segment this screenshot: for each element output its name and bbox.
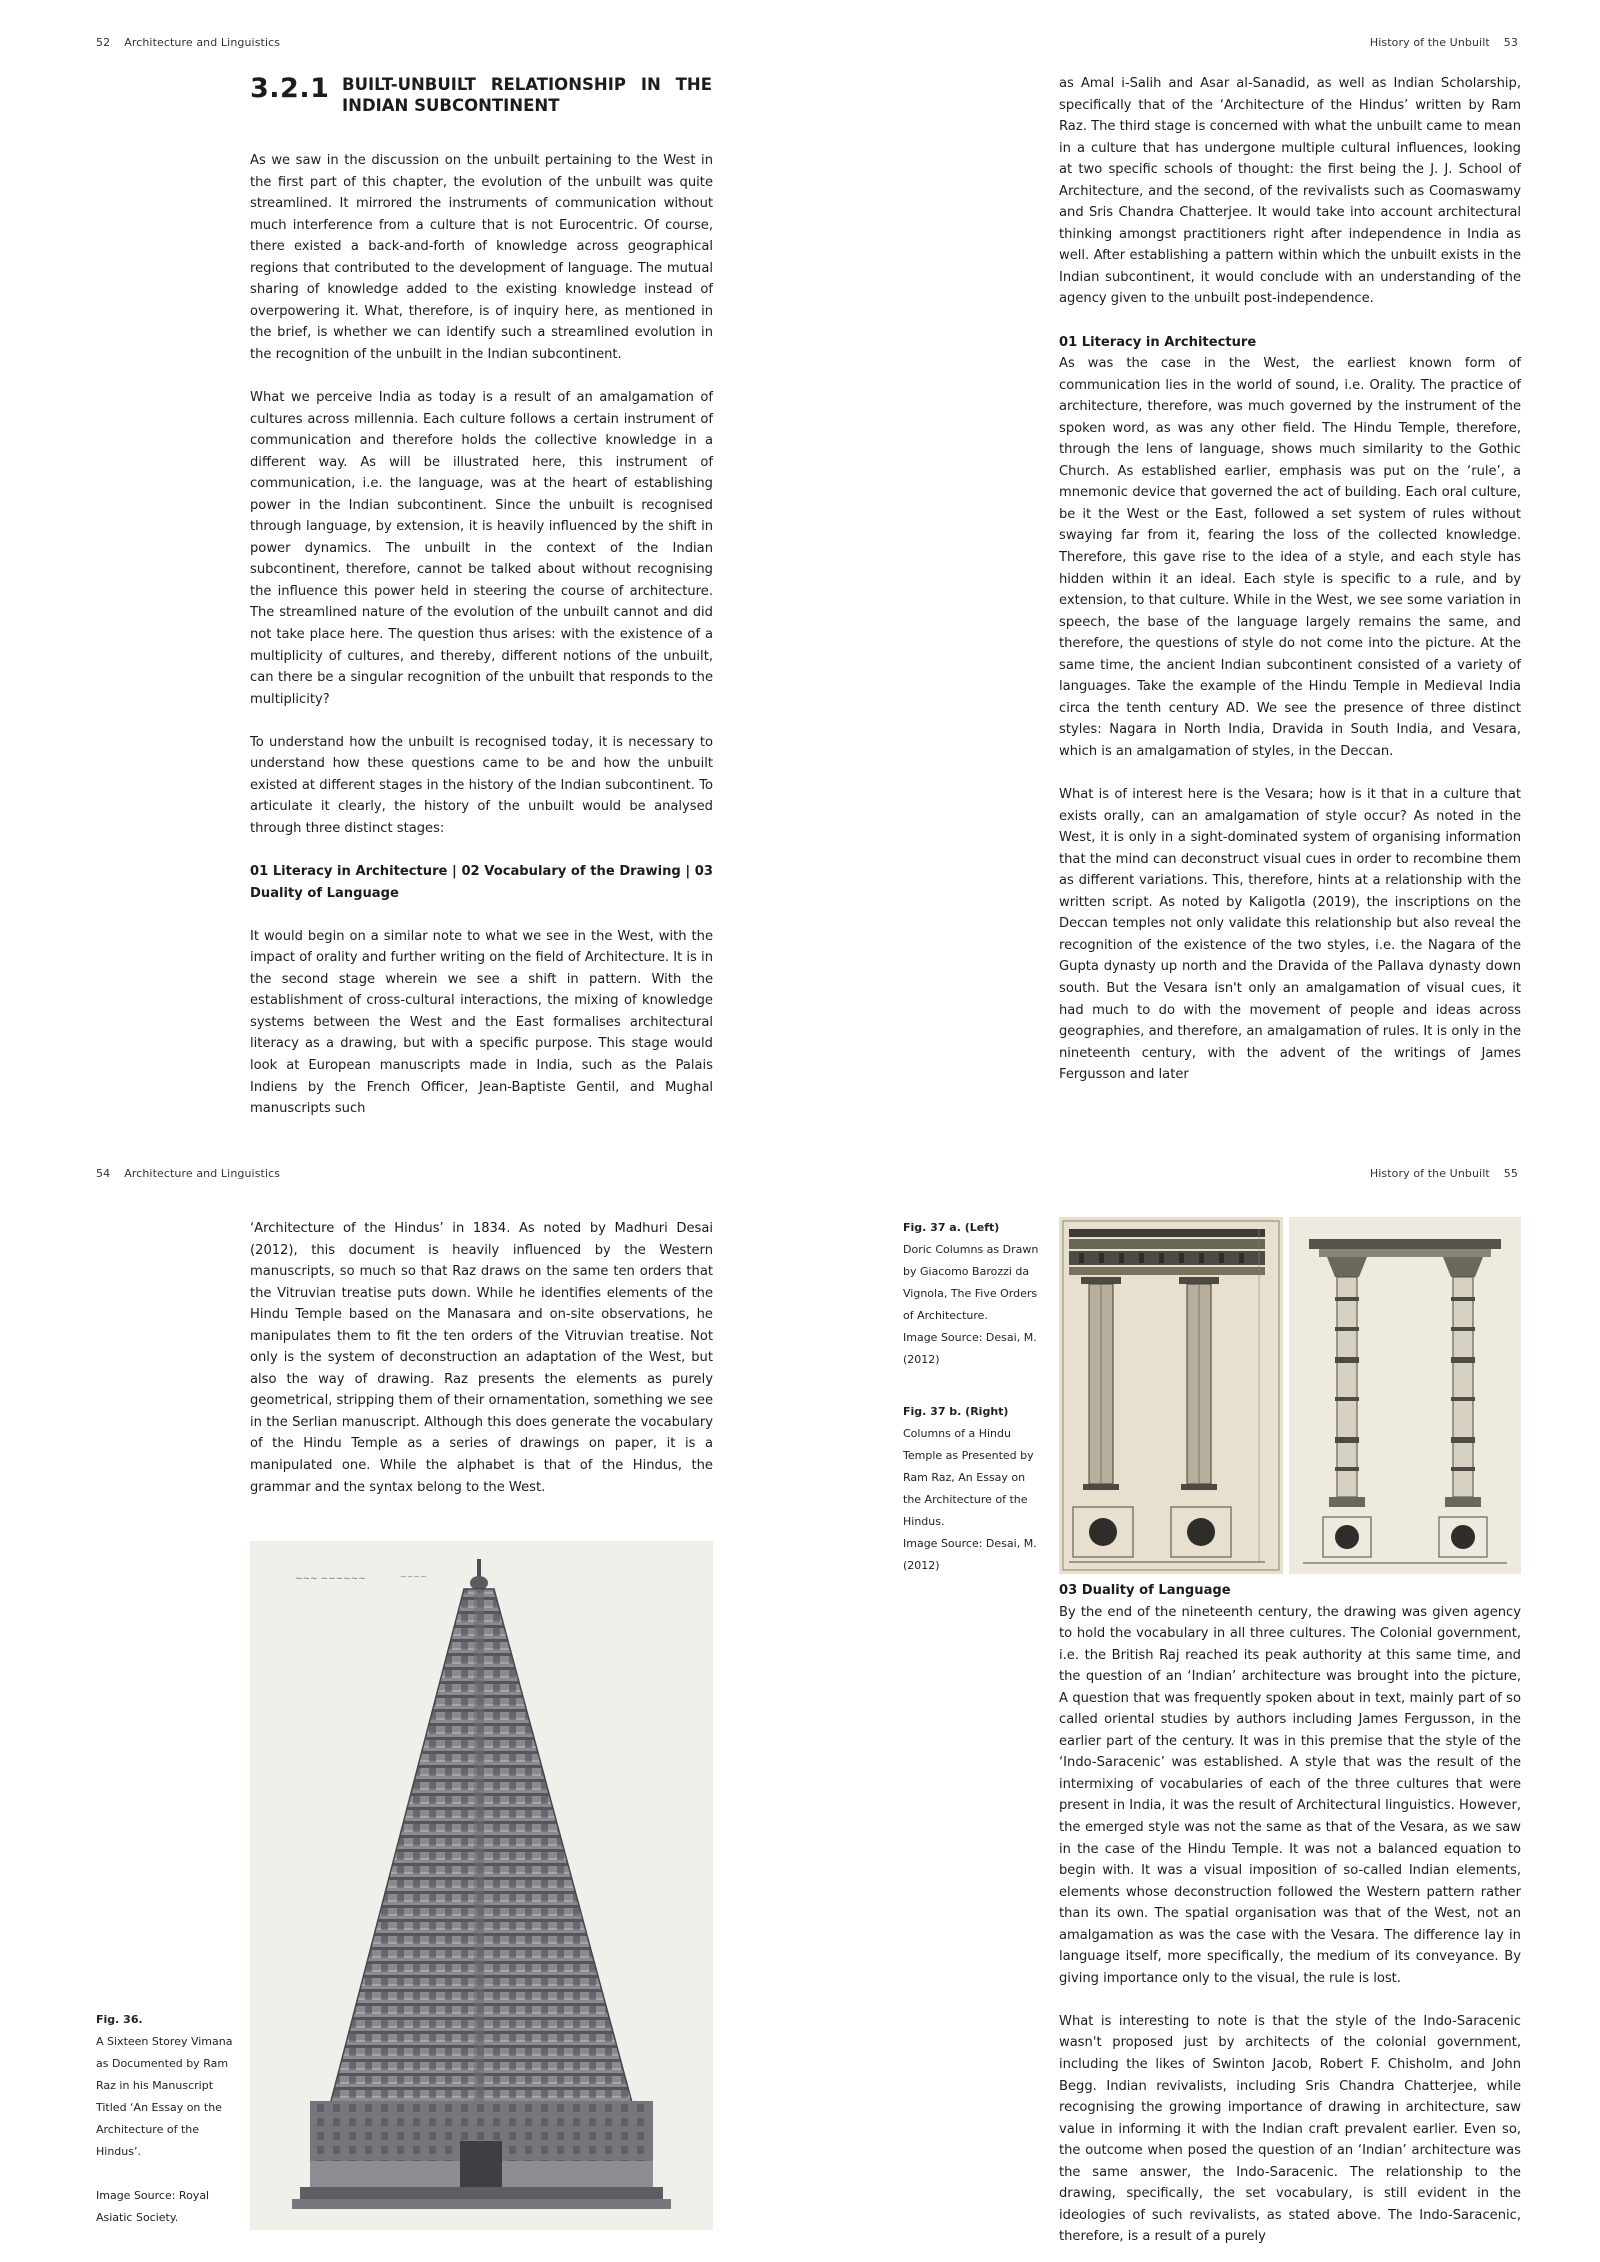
figure-37a-caption <box>903 1217 1043 1371</box>
body-paragraph: What is of interest here is the Vesara; how is it that in a culture that exists orally, can an amalgamation of style occur? As noted in the West, it is only in a sight-dominated system of organising information that the mind can deconstruct visual cues in order to recombine them as different variations. This, therefore, hints at a relationship with the written script. As noted by Kaligotla (2019), the inscriptions on the Deccan temples not only validate this relationship but also reveal the recognition of the existence of the two styles, i.e. the Nagara of the Gupta dynasty up north and the Dravida of the Pallava dynasty down south. But the Vesara isn't only an amalgamation of visual cues, it had much to do with the movement of people and ideas across geographies, and therefore, an amalgamation of rules. It is only in the nineteenth century, with the advent of the writings of James Fergusson and later <box>1059 787 1521 1083</box>
vimana-drawing <box>250 1541 713 2230</box>
hindu-columns-figure <box>1289 1217 1521 1574</box>
running-header-right <box>1370 36 1518 49</box>
running-header-right <box>1370 1167 1518 1180</box>
page-number: 52 <box>96 36 111 49</box>
body-paragraph: As we saw in the discussion on the unbuilt pertaining to the West in the first part of this chapter, the evolution of the unbuilt was quite streamlined. It mirrored the instruments of communication without much interference from a culture that is not Eurocentric. Of course, there existed a back-and-forth of knowledge across geographical regions that contributed to the development of language. The mutual sharing of knowledge added to the existing knowledge instead of overpowering it. What, therefore, is of inquiry here, as mentioned in the brief, is whether we can identify such a streamlined evolution in the recognition of the unbuilt in the Indian subcontinent. <box>250 153 713 362</box>
section-number: 3.2.1 <box>250 73 330 104</box>
doric-columns-figure <box>1059 1217 1283 1574</box>
figure-caption-text: A Sixteen Storey Vimana as Documented by Ram Raz in his Manuscript Titled ‘An Essay on the Architecture of the Hindus’. <box>96 2035 233 2158</box>
body-paragraph: What is interesting to note is that the style of the Indo-Saracenic wasn't proposed just by architects of the colonial government, including the likes of Swinton Jacob, Robert F. Chisholm, and John Begg. Indian revivalists, including Sris Chandra Chatterjee, while recognising the growing importance of drawing in architecture, saw value in informing it with the Indian craft prevalent earlier. Even so, the outcome when posed the question of an ‘Indian’ architecture was the same answer, the Indo-Saracenic. The relationship to the drawing, specifically, the set vocabulary, is still evident in the ideologies of such revivalists, as stated above. The Indo-Saracenic, therefore, is a result of a purely <box>1059 2013 1521 2245</box>
left-page-body <box>250 150 713 1120</box>
svg-text:~~~ ~~~~~~: ~~~ ~~~~~~ <box>295 1574 366 1584</box>
page-number: 55 <box>1503 1167 1518 1180</box>
running-header-left <box>96 36 280 49</box>
running-title: Architecture and Linguistics <box>124 1167 281 1180</box>
body-paragraph: It would begin on a similar note to what we see in the West, with the impact of orality and further writing on the field of Architecture. It is in the second stage wherein we see a shift in pattern. With the establishment of cross-cultural interactions, the mixing of knowledge systems between the West and the East formalises architectural literacy as a drawing, but with a specific purpose. This stage would look at European manuscripts made in India, such as the Palais Indiens by the French Officer, Jean-Baptiste Gentil, and Mughal manuscripts such <box>250 928 713 1117</box>
body-paragraph: As was the case in the West, the earliest known form of communication lies in the world of sound, i.e. Orality. The practice of architecture, therefore, was much governed by the instrument of the spoken word, as was any other field. The Hindu Temple, therefore, through the lens of language, shows much similarity to the Gothic Church. As established earlier, emphasis was put on the ‘rule’, a mnemonic device that governed the act of building. Each oral culture, be it the West or the East, followed a set system of rules without swaying far from it, fearing the loss of the collected knowledge. Therefore, this gave rise to the idea of a style, and each style has hidden within it an ideal. Each style is specific to a rule, and by extension, to that culture. While in the West, we see some variation in speech, the base of the language largely remains the same, and therefore, the questions of style do not come into the picture. At the same time, the ancient Indian subcontinent consisted of a variety of languages. Take the example of the Hindu Temple in Medieval India circa the tenth century AD. We see the presence of three distinct styles: Nagara in North India, Dravida in South India, and Vesara, which is an amalgamation of styles, in the Deccan. <box>1059 356 1521 759</box>
stages-heading: 01 Literacy in Architecture | 02 Vocabulary of the Drawing | 03 Duality of Language <box>250 864 713 901</box>
hindu-columns-drawing <box>1289 1217 1521 1574</box>
figure-caption-text: Columns of a Hindu Temple as Presented by Ram Raz, An Essay on the Architecture of the Hindus. <box>903 1427 1034 1528</box>
figure-source: Image Source: Desai, M. (2012) <box>903 1331 1037 1366</box>
subsection-heading: 03 Duality of Language <box>1059 1583 1231 1598</box>
body-paragraph: What we perceive India as today is a result of an amalgamation of cultures across millennia. Each culture follows a certain instrument of communication and therefore holds the collective knowledge in a different way. As will be illustrated here, this instrument of communication, i.e. the language, was at the heart of establishing power in the Indian subcontinent. Since the unbuilt is recognised through language, by extension, it is heavily influenced by the shift in power dynamics. The unbuilt in the context of the Indian subcontinent, therefore, cannot be talked about without recognising the influence this power held in steering the course of architecture. The streamlined nature of the evolution of the unbuilt cannot and did not take place here. The question thus arises: with the existence of a multiplicity of cultures, and thereby, different notions of the unbuilt, can there be a singular recognition of the unbuilt that responds to the multiplicity? <box>250 390 713 707</box>
figure-label: Fig. 37 b. (Right) <box>903 1405 1009 1418</box>
figure-label: Fig. 37 a. (Left) <box>903 1221 1000 1234</box>
vimana-drawing-figure <box>250 1541 713 2230</box>
figure-source: Image Source: Royal Asiatic Society. <box>96 2189 210 2224</box>
page-number: 53 <box>1503 36 1518 49</box>
figure-37b-caption <box>903 1401 1043 1577</box>
right-page-body <box>1059 1580 1521 2248</box>
svg-text:~~~~: ~~~~ <box>400 1572 427 1581</box>
doric-columns-drawing <box>1059 1217 1283 1574</box>
body-paragraph: To understand how the unbuilt is recognised today, it is necessary to understand how these questions came to be and how the unbuilt existed at different stages in the history of the Indian subcontinent. To articulate it clearly, the history of the unbuilt would be analysed through three distinct stages: <box>250 734 713 836</box>
subsection-heading: 01 Literacy in Architecture <box>1059 334 1257 350</box>
section-title: BUILT-UNBUILT RELATIONSHIP IN THE INDIAN SUBCONTINENT <box>342 75 712 115</box>
figure-source: Image Source: Desai, M. (2012) <box>903 1537 1037 1572</box>
figure-36-caption <box>96 2009 236 2229</box>
figure-label: Fig. 36. <box>96 2013 143 2026</box>
right-page-body <box>1059 73 1521 1086</box>
left-page-body <box>250 1218 713 1498</box>
page-number: 54 <box>96 1167 111 1180</box>
body-paragraph: ‘Architecture of the Hindus’ in 1834. As noted by Madhuri Desai (2012), this document is heavily influenced by the Western manuscripts, so much so that Raz draws on the same ten orders that the Vitruvian treatise puts down. While he identifies elements of the Hindu Temple based on the Manasara and on-site observations, he manipulates them to fit the ten orders of the Vitruvian treatise. Not only is the system of deconstruction an adaptation of the West, but also the way of drawing. Raz presents the elements as purely geometrical, stripping them of their ornamentation, something we see in the Serlian manuscript. Although this does generate the vocabulary of the Hindu Temple as a series of drawings on paper, it is a manipulated one. While the alphabet is that of the Hindus, the grammar and the syntax belong to the West. <box>250 1221 713 1495</box>
running-header-left <box>96 1167 280 1180</box>
running-title: Architecture and Linguistics <box>124 36 281 49</box>
running-title: History of the Unbuilt <box>1369 1167 1490 1180</box>
spread-pages-54-55 <box>0 1131 1600 2262</box>
body-paragraph: as Amal i-Salih and Asar al-Sanadid, as well as Indian Scholarship, specifically that of the ‘Architecture of the Hindus’ written by Ram Raz. The third stage is concerned with what the unbuilt came to mean in a culture that has undergone multiple cultural influences, looking at two specific schools of thought: the first being the J. J. School of Architecture, and the second, of the revivalists such as Coomaswamy and Sris Chandra Chatterjee. It would take into account architectural thinking amongst practitioners right after independence in India as well. After establishing a pattern within which the unbuilt exists in the Indian subcontinent, it would conclude with an understanding of the agency given to the unbuilt post-independence. <box>1059 76 1521 307</box>
body-paragraph: By the end of the nineteenth century, the drawing was given agency to hold the vocabulary in all three cultures. The Colonial government, i.e. the British Raj reached its peak authority at this same time, and the question of an ‘Indian’ architecture was brought into the picture, A question that was frequently spoken about in text, mainly part of so called oriental studies by authors including James Fergusson, in the earlier part of the century. It was in this premise that the style of the ‘Indo-Saracenic’ was established. A style that was the result of the intermixing of vocabularies of each of the three cultures that were present in India, it was the result of Architectural linguistics. However, the emerged style was not the same as that of the Vesara, as we saw in the case of the Hindu Temple. It was not a balanced equation to begin with. It was a visual imposition of so-called Indian elements, elements whose deconstruction followed the Western pattern rather than its own. The spatial organisation was that of the West, not an amalgamation as was the case with the Vesara. The difference lay in language itself, more specifically, the medium of its conveyance. By giving importance only to the visual, the rule is lost. <box>1059 1604 1521 1986</box>
running-title: History of the Unbuilt <box>1369 36 1490 49</box>
figure-caption-text: Doric Columns as Drawn by Giacomo Barozzi da Vignola, The Five Orders of Architecture. <box>903 1243 1039 1322</box>
